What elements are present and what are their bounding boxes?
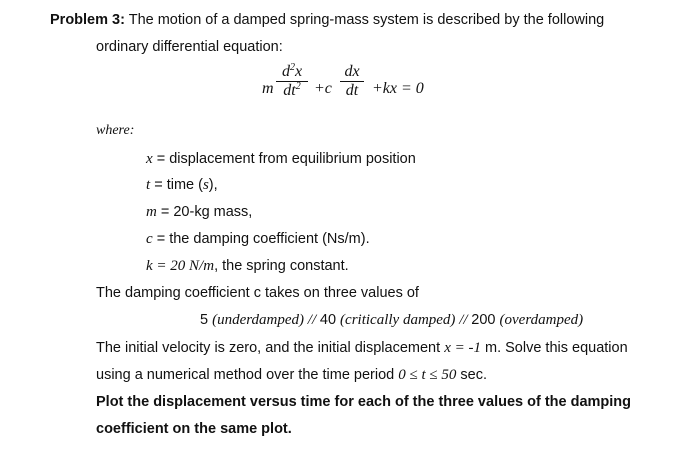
definition-m: m = 20-kg mass, <box>146 204 253 220</box>
eq-first-derivative <box>340 64 364 99</box>
symbol-m: m <box>146 204 157 220</box>
definition-t: t = time (s), <box>146 177 218 193</box>
symbol-c: c <box>146 231 153 247</box>
initial-conditions-line-1: The initial velocity is zero, and the initial displacement x = -1 m. Solve this equation <box>96 340 628 356</box>
differential-equation <box>262 62 482 112</box>
eq-dx: dx <box>344 63 360 80</box>
eq-dt: dt <box>345 82 359 99</box>
damping-intro: The damping coefficient c takes on three values of <box>96 285 419 301</box>
definition-x: x = displacement from equilibrium position <box>146 151 416 167</box>
definition-c: c = the damping coefficient (Ns/m). <box>146 231 370 247</box>
eq-d2x: $d^2x$ <box>281 62 303 80</box>
where-label: where: <box>96 123 135 138</box>
symbol-t: t <box>146 177 151 193</box>
eq-second-derivative <box>276 64 308 99</box>
initial-conditions-line-2: using a numerical method over the time period 0 ≤ t ≤ 50 sec. <box>96 367 488 383</box>
task-line-2: coefficient on the same plot. <box>96 421 292 437</box>
eq-m: m <box>262 80 274 97</box>
task-line-1: Plot the displacement versus time for each of the three values of the damping <box>96 394 632 410</box>
symbol-k: k <box>146 258 153 274</box>
problem-intro-text: The motion of a damped spring-mass system is described by the following <box>128 12 605 28</box>
eq-plus-kx: +kx = 0 <box>372 80 424 97</box>
definition-k: k = 20 N/m, the spring constant. <box>146 258 349 274</box>
time-range-expr: 0 ≤ t ≤ 50 <box>398 367 457 383</box>
problem-label: Problem 3: <box>50 12 125 28</box>
symbol-x: x <box>146 151 153 167</box>
problem-intro-line-2: ordinary differential equation: <box>96 39 283 55</box>
eq-dt2: $dt^2$ <box>283 81 301 99</box>
damping-values: 5 (underdamped) // 40 (critically damped) // 200 (overdamped) <box>200 312 584 328</box>
initial-displacement-expr: x = -1 <box>444 340 481 356</box>
eq-plus-c: +c <box>314 80 332 97</box>
problem-intro-line-1 <box>50 11 604 29</box>
